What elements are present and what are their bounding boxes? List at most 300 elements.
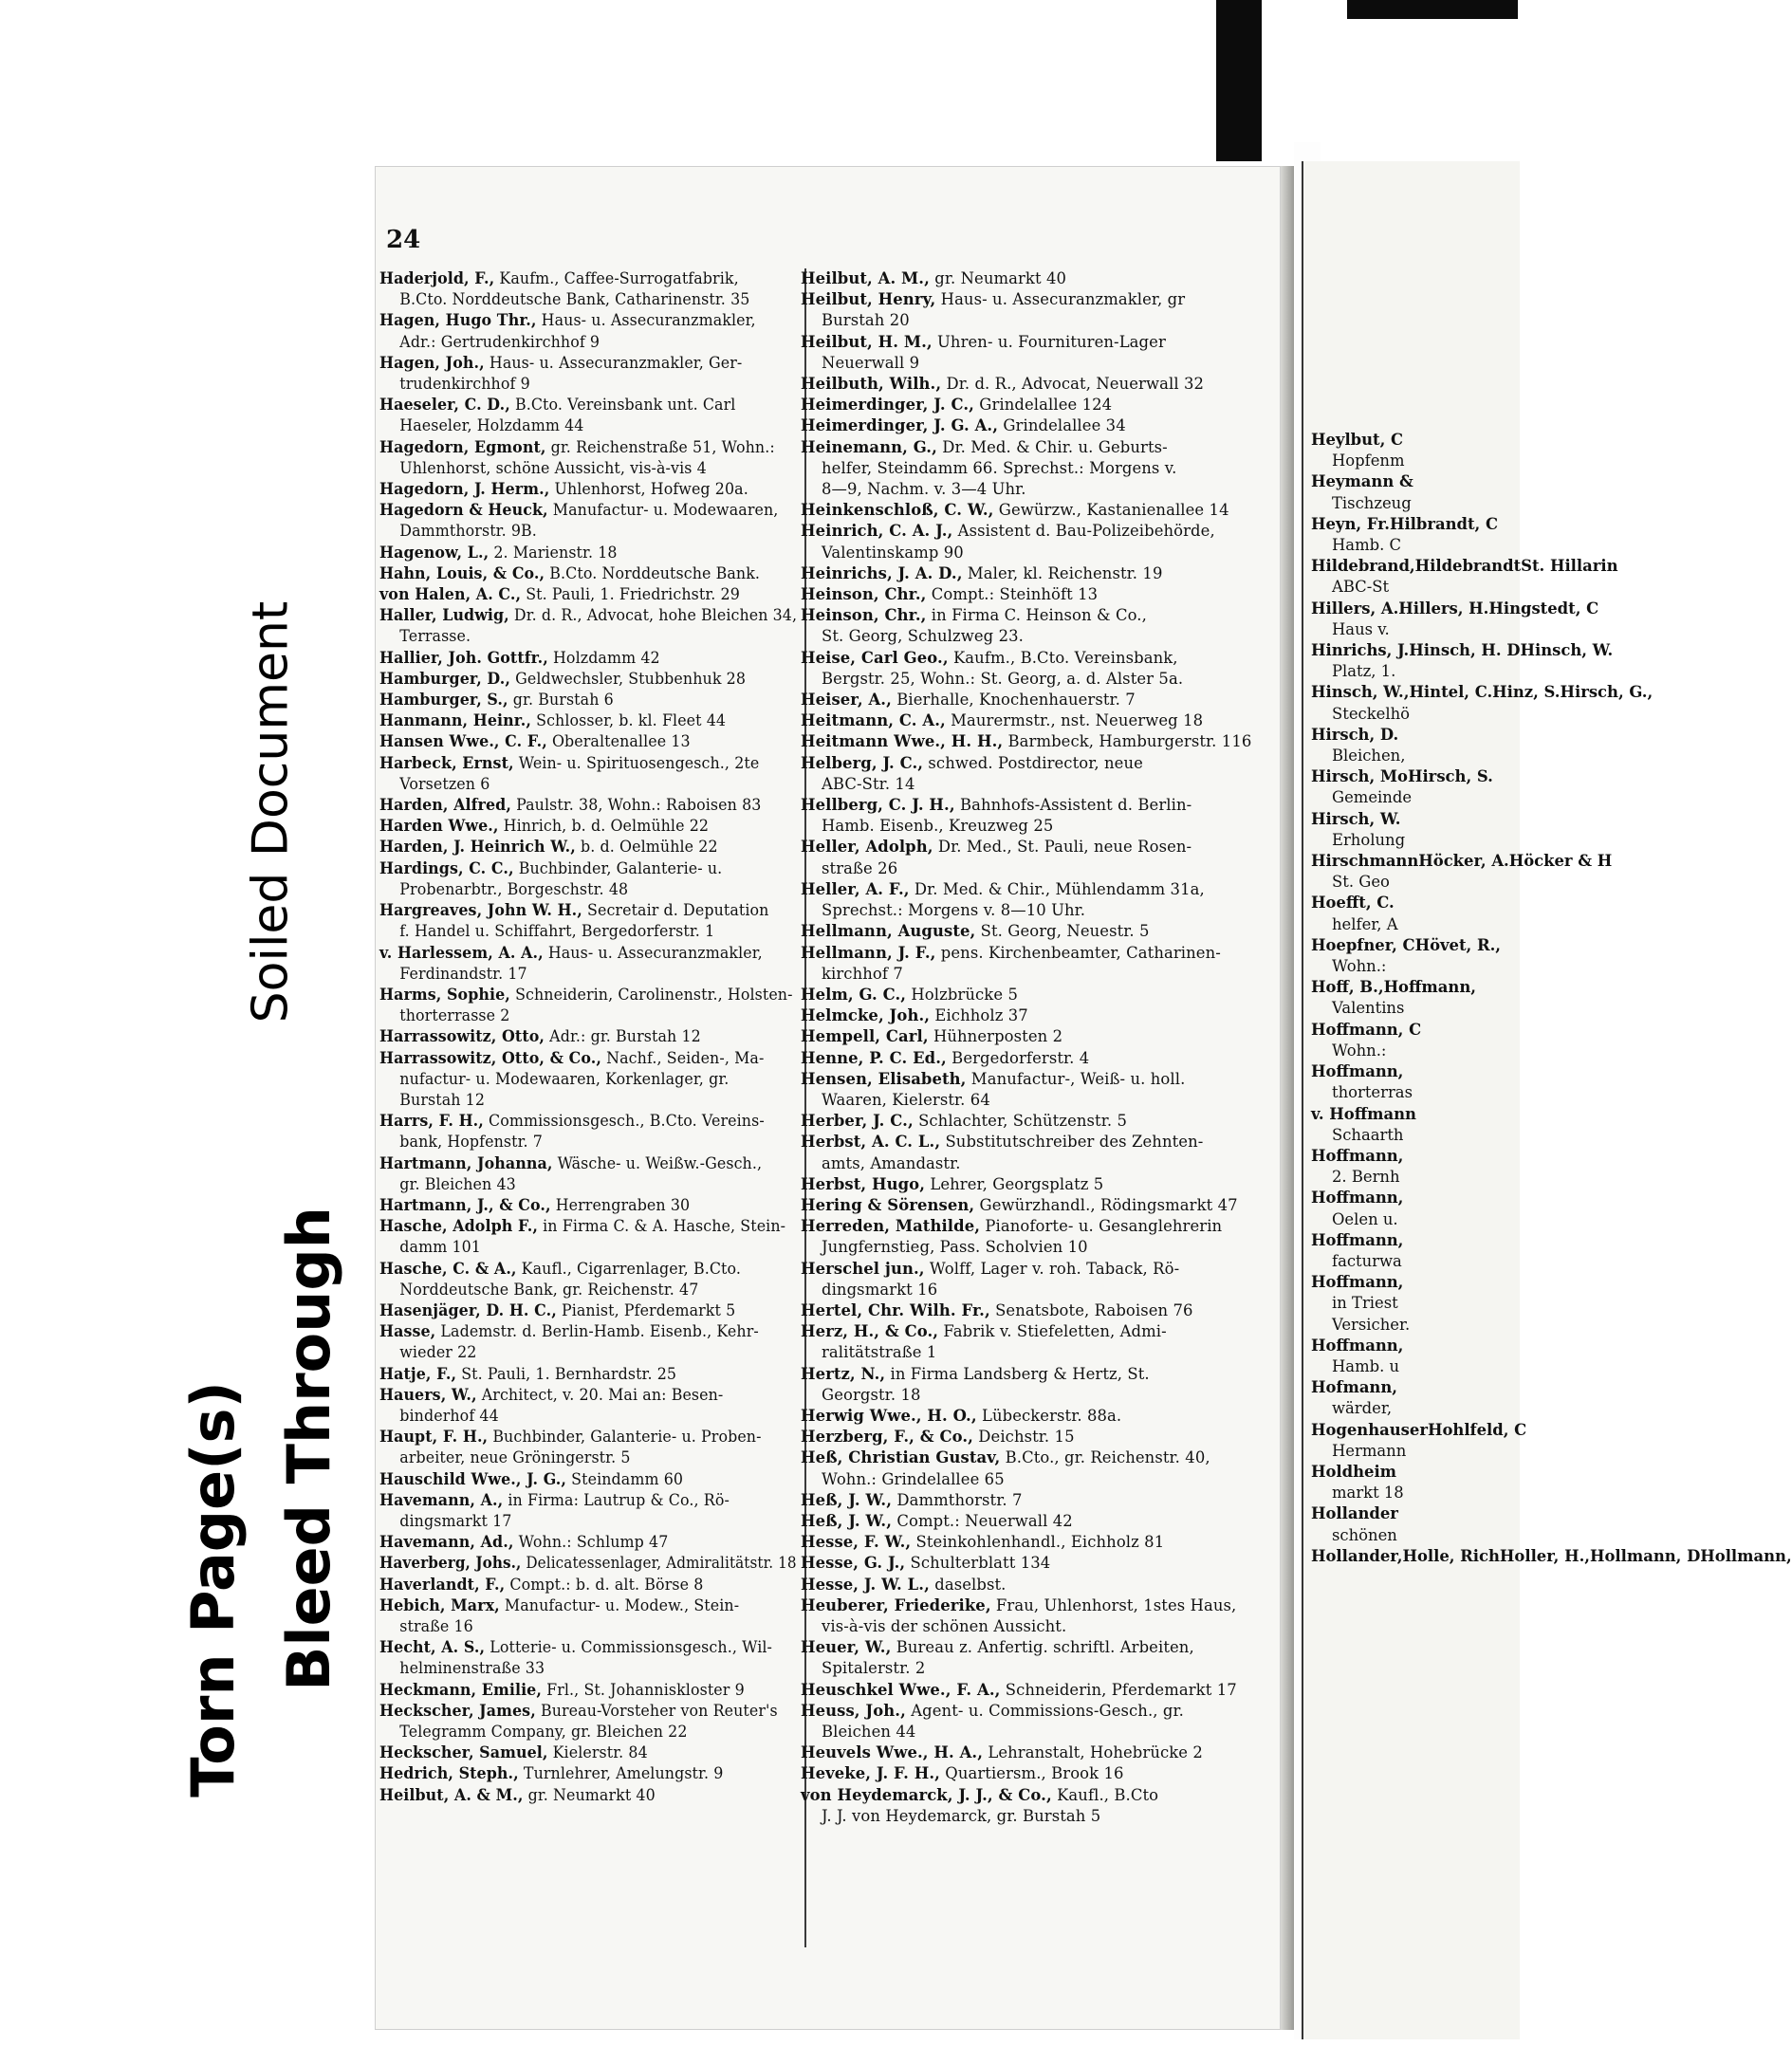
entry-name: Hilbrandt, C (1389, 514, 1499, 533)
entry-details: Schlosser, b. kl. Fleet 44 (530, 711, 727, 730)
entry-continuation: trudenkirchhof 9 (399, 375, 530, 394)
entry-name: Heitmann Wwe., H. H., (801, 732, 1004, 751)
directory-entry (801, 1763, 1275, 1784)
entry-name: Hagen, Hugo Thr., (379, 311, 537, 330)
entry-name: Hartmann, J., & Co., (379, 1195, 551, 1214)
entry-name: Hoff, B., (1311, 978, 1384, 997)
entry-details: Lübeckerstr. 88a. (976, 1406, 1122, 1425)
directory-entry (379, 1364, 797, 1385)
entry-continuation: Hamb. C (1332, 536, 1402, 555)
next-page-strip (1302, 161, 1792, 2039)
directory-entry (379, 310, 797, 331)
directory-entry (801, 500, 1275, 521)
directory-entry (379, 1490, 797, 1511)
entry-continuation: Probenarbtr., Borgeschstr. 48 (399, 879, 629, 898)
directory-entry (801, 437, 1275, 458)
directory-entry (1311, 767, 1408, 785)
directory-entry (379, 1195, 797, 1216)
directory-entry (1384, 978, 1476, 996)
directory-entry (1311, 1504, 1398, 1522)
directory-entry (1409, 683, 1492, 701)
entry-name: Heiser, A., (801, 691, 892, 710)
entry-continuation: 2. Bernh (1332, 1168, 1400, 1187)
entry-name: Herwig Wwe., H. O., (801, 1406, 977, 1425)
entry-name: Helberg, J. C., (801, 753, 924, 772)
directory-entry (379, 669, 797, 690)
directory-entry (1311, 557, 1415, 575)
entry-name: Heller, A. F., (801, 879, 910, 898)
entry-name: Hirsch, G., (1560, 683, 1653, 702)
entry-details: Compt.: Steinhöft 13 (926, 585, 1099, 604)
entry-details: B.Cto. Vereinsbank unt. Carl (509, 396, 736, 415)
entry-details: Compt.: b. d. alt. Börse 8 (505, 1575, 704, 1594)
directory-entry (379, 1575, 797, 1595)
entry-details: Schulterblatt 134 (905, 1554, 1051, 1573)
entry-details: Eichholz 37 (930, 1006, 1028, 1025)
entry-name: Harden, J. Heinrich W., (379, 838, 576, 857)
entry-continuation: Jungfernstieg, Pass. Scholvien 10 (822, 1238, 1088, 1257)
entry-continuation: gr. Bleichen 43 (399, 1174, 516, 1193)
entry-details: Haus- u. Assecuranzmakler, (536, 311, 756, 330)
entry-details: Barmbeck, Hamburgerstr. 116 (1003, 732, 1252, 751)
directory-entry (801, 1575, 1275, 1595)
entry-name: Heilbut, H. M., (801, 332, 933, 351)
entry-name: Hecht, A. S., (379, 1638, 486, 1657)
scan-dark-edge (1216, 0, 1262, 161)
entry-details: Compt.: Neuerwall 42 (892, 1511, 1073, 1530)
directory-entry (379, 563, 797, 584)
entry-details: Wolff, Lager v. roh. Taback, Rö- (924, 1259, 1180, 1278)
entry-continuation: schönen (1332, 1525, 1397, 1544)
entry-continuation: ABC-Str. 14 (822, 774, 915, 793)
directory-entry (801, 1553, 1275, 1574)
directory-entry (1311, 515, 1390, 533)
entry-details: Kaufl., B.Cto (1051, 1785, 1159, 1804)
entry-name: Hedrich, Steph., (379, 1764, 519, 1783)
entry-details: Bureau-Vorsteher von Reuter's (535, 1701, 778, 1720)
entry-name: Heuschkel Wwe., F. A., (801, 1680, 1001, 1699)
directory-entry (801, 1511, 1275, 1532)
entry-name: Heilbut, Henry, (801, 290, 936, 309)
directory-entry (1408, 767, 1493, 785)
entry-name: Heuss, Joh., (801, 1701, 906, 1720)
entry-name: Hebich, Marx, (379, 1595, 500, 1614)
entry-name: von Heydemarck, J. J., & Co., (801, 1785, 1052, 1804)
entry-details: Dammthorstr. 7 (892, 1490, 1023, 1509)
entry-details: Turnlehrer, Amelungstr. 9 (518, 1764, 724, 1783)
directory-entry (379, 1300, 797, 1321)
directory-entry (801, 1680, 1275, 1701)
bleed-through-label (259, 1176, 358, 1722)
entry-details: Paulstr. 38, Wohn.: Raboisen 83 (510, 796, 762, 815)
entry-continuation: Norddeutsche Bank, gr. Reichenstr. 47 (399, 1280, 699, 1299)
directory-entry (379, 1259, 797, 1280)
entry-details: gr. Neumarkt 40 (523, 1785, 656, 1804)
entry-details: Frl., St. Johanniskloster 9 (541, 1680, 745, 1699)
directory-entry (801, 731, 1275, 752)
entry-continuation: 8—9, Nachm. v. 3—4 Uhr. (822, 480, 1026, 499)
entry-name: Hauers, W., (379, 1385, 477, 1404)
entry-details: Lehranstalt, Hohebrücke 2 (983, 1743, 1203, 1762)
entry-name: Harbeck, Ernst, (379, 753, 514, 772)
entry-details: St. Pauli, 1. Friedrichstr. 29 (521, 585, 740, 604)
directory-entry (379, 1595, 797, 1616)
entry-details: Holzbrücke 5 (906, 985, 1018, 1004)
entry-details: Bergedorferstr. 4 (946, 1048, 1090, 1067)
entry-name: Havemann, A., (379, 1490, 504, 1509)
entry-details: in Firma Landsberg & Hertz, St. (885, 1364, 1150, 1383)
entry-details: Substitutschreiber des Zehnten- (940, 1133, 1204, 1152)
entry-details: Grindelallee 124 (973, 396, 1113, 415)
entry-name: Hesse, J. W. L., (801, 1575, 930, 1594)
directory-entry (1311, 1021, 1421, 1039)
entry-name: v. Hoffmann (1311, 1104, 1416, 1123)
entry-name: Heitmann, C. A., (801, 711, 946, 730)
entry-details: Maurermstr., nst. Neuerweg 18 (945, 711, 1204, 730)
directory-entry (801, 1005, 1275, 1026)
directory-entry (1590, 1547, 1700, 1565)
entry-name: Heilbut, A. M., (801, 269, 930, 287)
entry-details: Dr. d. R., Advocat, hohe Bleichen 34, (508, 606, 798, 625)
directory-entry (801, 1321, 1275, 1342)
entry-continuation: helfer, A (1332, 914, 1398, 933)
directory-entry (1509, 852, 1613, 870)
entry-name: Hoefft, C. (1311, 894, 1395, 913)
entry-details: in Firma: Lautrup & Co., Rö- (503, 1490, 730, 1509)
entry-details: Buchbinder, Galanterie- u. (513, 858, 723, 877)
entry-name: Hallier, Joh. Gottfr., (379, 648, 548, 667)
entry-name: Heß, Christian Gustav, (801, 1448, 1001, 1467)
entry-name: Hempell, Carl, (801, 1027, 929, 1046)
entry-name: Hellmann, J. F., (801, 943, 936, 962)
entry-name: Heinson, Chr., (801, 585, 927, 604)
entry-continuation: Bleichen, (1332, 747, 1406, 765)
entry-continuation: Hamb. u (1332, 1356, 1400, 1375)
entry-continuation: Steckelhö (1332, 704, 1410, 723)
directory-entry (379, 605, 796, 626)
entry-details: Geldwechsler, Stubbenhuk 28 (509, 669, 747, 688)
entry-details: Adr.: gr. Burstah 12 (545, 1027, 701, 1046)
entry-continuation: J. J. von Heydemarck, gr. Burstah 5 (822, 1806, 1101, 1825)
directory-entry (1418, 852, 1508, 870)
entry-details: Dr. Med. & Chir., Mühlendamm 31a, (909, 879, 1205, 898)
entry-name: Heinemann, G., (801, 437, 937, 456)
entry-name: Hoffmann, (1311, 1189, 1404, 1208)
entry-continuation: Tischzeug (1332, 493, 1412, 512)
entry-details: Frau, Uhlenhorst, 1stes Haus, (990, 1595, 1237, 1614)
entry-continuation: Wohn.: (1332, 957, 1387, 976)
directory-entry (379, 1680, 797, 1701)
entry-continuation: kirchhof 7 (822, 964, 903, 983)
entry-details: Herrengraben 30 (550, 1195, 691, 1214)
entry-name: Hardings, C. C., (379, 858, 514, 877)
directory-entry (379, 1742, 797, 1763)
directory-entry (801, 1742, 1275, 1763)
torn-pages-text: Torn Page(s) (177, 1380, 248, 1798)
entry-name: Heß, J. W., (801, 1511, 893, 1530)
entry-name: Herreden, Mathilde, (801, 1217, 981, 1236)
entry-continuation: St. Geo (1332, 873, 1390, 892)
directory-entry (801, 1595, 1275, 1616)
directory-entry (1311, 1421, 1428, 1439)
entry-continuation: St. Georg, Schulzweg 23. (822, 627, 1024, 646)
entry-continuation: B.Cto. Norddeutsche Bank, Catharinenstr. 35 (399, 290, 750, 309)
entry-continuation: Oelen u. (1332, 1209, 1398, 1228)
entry-continuation: amts, Amandastr. (822, 1153, 961, 1172)
entry-continuation: Bergstr. 25, Wohn.: St. Georg, a. d. Alster 5a. (822, 669, 1184, 688)
directory-entry (379, 1153, 797, 1174)
entry-details: St. Georg, Neuestr. 5 (975, 922, 1150, 941)
directory-entry (1521, 557, 1617, 575)
scan-dark-edge-right (1347, 0, 1518, 19)
entry-continuation: Hamb. Eisenb., Kreuzweg 25 (822, 817, 1054, 836)
directory-entry (801, 1259, 1275, 1280)
entry-details: Uhren- u. Fournituren-Lager (932, 332, 1166, 351)
directory-entry (801, 584, 1275, 605)
directory-entry (801, 415, 1275, 436)
entry-details: in Firma C. Heinson & Co., (926, 606, 1147, 625)
entry-continuation: Valentinskamp 90 (822, 543, 964, 562)
directory-entry (801, 1026, 1275, 1047)
entry-name: Herbst, A. C. L., (801, 1133, 941, 1152)
entry-continuation: Spitalerstr. 2 (822, 1659, 926, 1678)
entry-details: schwed. Postdirector, neue (923, 753, 1143, 772)
directory-entry (801, 1048, 1275, 1069)
directory-entry (801, 943, 1275, 964)
entry-name: Heckscher, James, (379, 1701, 536, 1720)
entry-details: Pianoforte- u. Gesanglehrerin (980, 1217, 1223, 1236)
entry-continuation: Terrasse. (399, 627, 471, 646)
entry-name: Hagedorn & Heuck, (379, 501, 548, 520)
entry-name: Heuer, W., (801, 1638, 892, 1657)
entry-name: Hartmann, Johanna, (379, 1153, 553, 1172)
directory-entry (1311, 599, 1398, 618)
entry-continuation: Adr.: Gertrudenkirchhof 9 (399, 332, 600, 351)
directory-entry (801, 1447, 1275, 1468)
directory-entry (1311, 936, 1415, 954)
entry-name: Helmcke, Joh., (801, 1006, 931, 1025)
entry-name: Haupt, F. H., (379, 1428, 489, 1447)
entry-name: Hellberg, C. J. H., (801, 796, 955, 815)
entry-name: Hamburger, D., (379, 669, 510, 688)
directory-entry (1560, 683, 1653, 701)
entry-details: Dr. Med., St. Pauli, neue Rosen- (933, 838, 1192, 857)
directory-entry (801, 521, 1275, 542)
directory-entry (1311, 1231, 1403, 1249)
entry-continuation: wieder 22 (399, 1343, 477, 1362)
entry-name: Hamburger, S., (379, 691, 508, 710)
entry-name: St. Hillarin (1521, 557, 1618, 576)
entry-name: Hertel, Chr. Wilh. Fr., (801, 1300, 990, 1319)
directory-entry (379, 858, 797, 879)
entry-name: Hoffmann, (1311, 1336, 1404, 1355)
directory-entry (1311, 810, 1400, 828)
entry-continuation: thorterras (1332, 1083, 1413, 1102)
entry-name: Heller, Adolph, (801, 838, 933, 857)
directory-entry (379, 710, 797, 731)
entry-name: Holdheim (1311, 1462, 1397, 1481)
entry-continuation: Uhlenhorst, schöne Aussicht, vis-à-vis 4 (399, 458, 707, 477)
directory-entry (1398, 599, 1488, 618)
entry-continuation: straße 16 (399, 1617, 473, 1635)
entry-details: Manufactur- u. Modew., Stein- (499, 1595, 740, 1614)
entry-continuation: vis-à-vis der schönen Aussicht. (822, 1617, 1067, 1635)
directory-entry (1311, 894, 1395, 912)
directory-entry (379, 1553, 797, 1574)
entry-continuation: Vorsetzen 6 (399, 774, 490, 793)
entry-name: Heinkenschloß, C. W., (801, 501, 994, 520)
entry-details: Secretair d. Deputation (582, 901, 769, 920)
directory-entry (801, 1069, 1275, 1090)
entry-continuation: binderhof 44 (399, 1406, 499, 1425)
entry-name: Hinsch, W., (1311, 683, 1410, 702)
entry-name: Herbst, Hugo, (801, 1174, 926, 1193)
entry-name: Haderjold, F., (379, 269, 495, 287)
entry-details: pens. Kirchenbeamter, Catharinen- (935, 943, 1221, 962)
directory-entry (1311, 1062, 1403, 1080)
directory-entry (801, 289, 1275, 310)
entry-name: Hirsch, D. (1311, 725, 1399, 744)
directory-entry (1311, 472, 1413, 490)
entry-name: Hensen, Elisabeth, (801, 1069, 967, 1088)
entry-continuation: helminenstraße 33 (399, 1659, 545, 1678)
entry-name: Hatje, F., (379, 1364, 457, 1383)
entry-continuation: Georgstr. 18 (822, 1385, 921, 1404)
entry-name: Hoffmann, C (1311, 1020, 1422, 1039)
entry-name: Hargreaves, John W. H., (379, 901, 582, 920)
entry-continuation: f. Handel u. Schiffahrt, Bergedorferstr. 1 (399, 922, 715, 941)
entry-name: Herzberg, F., & Co., (801, 1428, 973, 1447)
entry-details: Bureau z. Anfertig. schriftl. Arbeiten, (891, 1638, 1194, 1657)
directory-entry (379, 1427, 797, 1447)
entry-name: Hasenjäger, D. H. C., (379, 1300, 557, 1319)
entry-name: Hirsch, W. (1311, 809, 1401, 828)
directory-entry (1402, 1547, 1499, 1565)
entry-continuation: markt 18 (1332, 1484, 1404, 1503)
directory-entry (379, 353, 797, 374)
entry-name: Hoffmann, (1311, 1062, 1404, 1081)
entry-name: Holler, H., (1499, 1546, 1590, 1565)
entry-name: Herschel jun., (801, 1259, 925, 1278)
directory-entry (801, 563, 1275, 584)
entry-name: Hahn, Louis, & Co., (379, 563, 545, 582)
entry-details: gr. Burstah 6 (508, 691, 614, 710)
entry-name: Heckmann, Emilie, (379, 1680, 542, 1699)
entry-details: Maler, kl. Reichenstr. 19 (962, 563, 1163, 582)
entry-continuation: Waaren, Kielerstr. 64 (822, 1090, 990, 1109)
directory-entry (379, 1048, 797, 1069)
entry-name: Hinsch, W. (1520, 641, 1614, 660)
entry-details: Agent- u. Commissions-Gesch., gr. (905, 1701, 1184, 1720)
entry-name: Helm, G. C., (801, 985, 907, 1004)
directory-entry (379, 900, 797, 921)
entry-details: Delicatessenlager, Admiralitätstr. 18 (521, 1554, 797, 1573)
entry-name: Hingstedt, C (1488, 599, 1599, 618)
entry-continuation: Telegramm Company, gr. Bleichen 22 (399, 1723, 688, 1742)
entry-details: Hinrich, b. d. Oelmühle 22 (498, 817, 710, 836)
entry-name: Hoffmann, (1311, 1230, 1404, 1249)
directory-entry (1521, 641, 1614, 659)
entry-details: Manufactur- u. Modewaaren, (547, 501, 779, 520)
entry-details: Haus- u. Assecuranzmakler, (543, 943, 763, 962)
directory-entry (379, 690, 797, 710)
entry-name: Harden, Alfred, (379, 796, 511, 815)
entry-name: Herber, J. C., (801, 1112, 914, 1131)
directory-entry (379, 943, 797, 964)
directory-entry (801, 1532, 1275, 1553)
entry-continuation: nufactur- u. Modewaaren, Korkenlager, gr. (399, 1069, 730, 1088)
entry-name: Harrs, F. H., (379, 1112, 484, 1131)
entry-name: Hollmann, D (1589, 1546, 1701, 1565)
directory-entry (379, 1763, 797, 1784)
entry-details: Fabrik v. Stiefeletten, Admi- (938, 1322, 1167, 1341)
directory-entry (1311, 1105, 1416, 1123)
directory-entry (801, 1637, 1275, 1658)
entry-name: Hertz, N., (801, 1364, 886, 1383)
entry-name: Hildebrandt (1414, 557, 1522, 576)
directory-entry (801, 795, 1275, 816)
directory-entry (379, 437, 797, 458)
directory-entry (379, 1216, 797, 1237)
entry-continuation: helfer, Steindamm 66. Sprechst.: Morgens v. (822, 458, 1177, 477)
directory-entry (801, 1195, 1275, 1216)
entry-name: Harrassowitz, Otto, & Co., (379, 1048, 602, 1067)
entry-continuation: Haeseler, Holzdamm 44 (399, 416, 584, 435)
entry-name: Hollmann, (1700, 1546, 1792, 1565)
entry-details: B.Cto. Norddeutsche Bank. (545, 563, 761, 582)
entry-details: Lotterie- u. Commissionsgesch., Wil- (485, 1638, 772, 1657)
entry-details: Grindelallee 34 (998, 416, 1126, 435)
directory-entry (1488, 599, 1598, 618)
soiled-document-text: Soiled Document (242, 600, 300, 1023)
entry-name: Hillers, A. (1311, 599, 1399, 618)
entry-name: Hogenhauser (1311, 1420, 1428, 1439)
entry-name: Hellmann, Auguste, (801, 922, 976, 941)
directory-entry (1492, 683, 1560, 701)
entry-continuation: wärder, (1332, 1399, 1393, 1418)
entry-name: Heymann & (1311, 472, 1413, 491)
directory-entry (1311, 683, 1409, 701)
directory-entry (379, 395, 797, 415)
entry-name: Hofmann, (1311, 1378, 1397, 1397)
entry-continuation: Wohn.: (1332, 1041, 1387, 1060)
directory-entry (1311, 726, 1398, 744)
directory-entry (1311, 1463, 1396, 1481)
entry-details: Deichstr. 15 (972, 1428, 1075, 1447)
directory-entry (801, 268, 1275, 289)
entry-name: Hirsch, S. (1407, 767, 1493, 786)
directory-entry (379, 648, 797, 669)
directory-entry (801, 710, 1275, 731)
bleed-through-text: Bleed Through (273, 1207, 343, 1691)
entry-name: Hagenow, L., (379, 543, 490, 562)
directory-entry (801, 1132, 1275, 1152)
entry-name: Heylbut, C (1311, 431, 1404, 449)
entry-name: Hering & Sörensen, (801, 1195, 975, 1214)
entry-details: Hühnerposten 2 (928, 1027, 1063, 1046)
entry-details: gr. Neumarkt 40 (929, 269, 1067, 287)
entry-name: Hagedorn, Egmont, (379, 437, 546, 456)
entry-name: Haverlandt, F., (379, 1575, 506, 1594)
entry-continuation: in Triest (1332, 1294, 1398, 1313)
directory-entry (379, 1111, 797, 1132)
entry-details: Schneiderin, Carolinenstr., Holsten- (509, 985, 793, 1004)
entry-continuation: Gemeinde (1332, 788, 1413, 807)
entry-continuation: Burstah 20 (822, 311, 910, 330)
entry-name: Hesse, G. J., (801, 1554, 906, 1573)
directory-entry (1311, 1189, 1403, 1207)
entry-details: Holzdamm 42 (547, 648, 660, 667)
